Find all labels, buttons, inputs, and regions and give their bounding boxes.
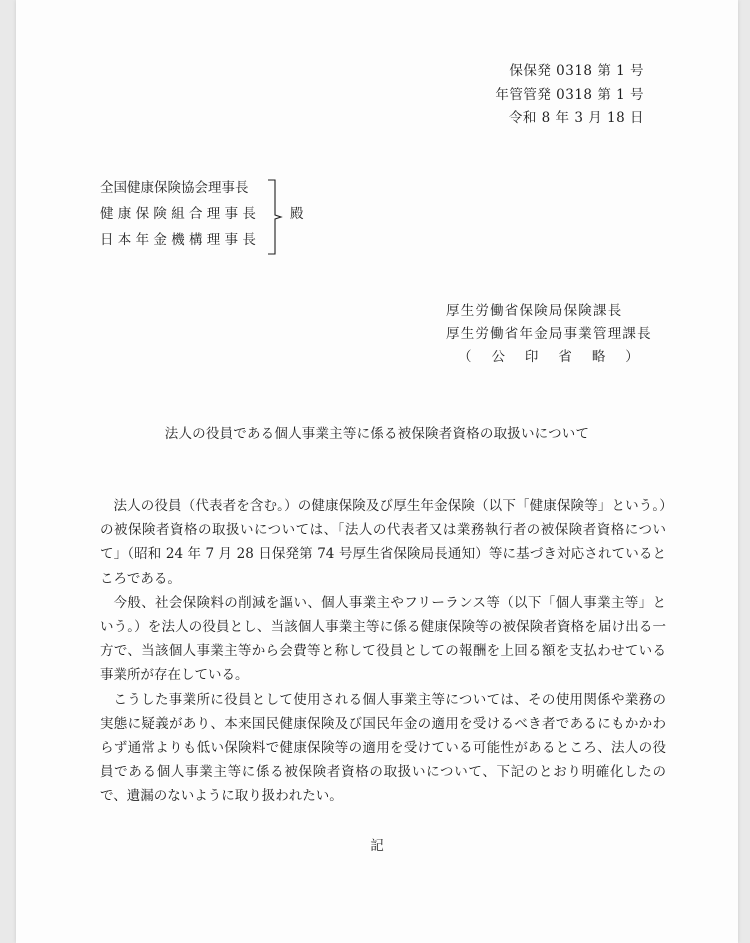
body-paragraph-2: 今般、社会保険料の削減を謳い、個人事業主やフリーランス等（以下「個人事業主等」という。）を法人の役員とし、当該個人事業主等に係る健康保険等の被保険者資格を届け出る一方で、当該個人事業主等から会費等と称して役員としての報酬を上回る額を支払わせている事業所が存在している。: [100, 594, 666, 684]
brace-icon: [266, 179, 284, 255]
body-paragraph-1: 法人の役員（代表者を含む。）の健康保険及び厚生年金保険（以下「健康保険等」という。）の被保険者資格の取扱いについては、「法人の代表者又は業務執行者の被保険者資格について」（昭和 24 年 7 月 28 日保発第 74 号厚生省保険局長通知）等に基づき対応されているところである。: [100, 498, 666, 587]
honorific: 殿: [290, 206, 304, 222]
document-body: [100, 494, 666, 809]
sender-2: 厚生労働省年金局事業管理課長: [446, 326, 652, 342]
document-number-2: 年管管発 0318 第 1 号: [495, 86, 644, 103]
document-number-1: 保保発 0318 第 1 号: [509, 63, 644, 79]
addressee-3: 日本年金機構理事長: [100, 232, 261, 248]
document-page: [16, 0, 738, 943]
addressee-2: 健康保険組合理事長: [100, 206, 261, 222]
sender-block: [446, 300, 652, 369]
ki-heading: 記: [370, 838, 384, 854]
seal-omitted-note: （ 公 印 省 略 ）: [458, 349, 640, 365]
sender-1: 厚生労働省保険局保険課長: [446, 303, 623, 319]
body-paragraph-3: こうした事業所に役員として使用される個人事業主等については、その使用関係や業務の実態に疑義があり、本来国民健康保険及び国民年金の適用を受けるべき者であるにもかかわらず通常よりも低い保険料で健康保険等の適用を受けている可能性があるところ、法人の役員である個人事業主等に係る被保険者資格の取扱いについて、下記のとおり明確化したので、遺漏のないように取り扱われたい。: [100, 691, 666, 805]
document-date: 令和 8 年 3 月 18 日: [508, 110, 644, 126]
document-title: 法人の役員である個人事業主等に係る被保険者資格の取扱いについて: [164, 426, 590, 442]
addressee-1: 全国健康保険協会理事長: [100, 180, 249, 196]
addressee-block: [100, 175, 304, 253]
document-number-block: [495, 60, 644, 131]
